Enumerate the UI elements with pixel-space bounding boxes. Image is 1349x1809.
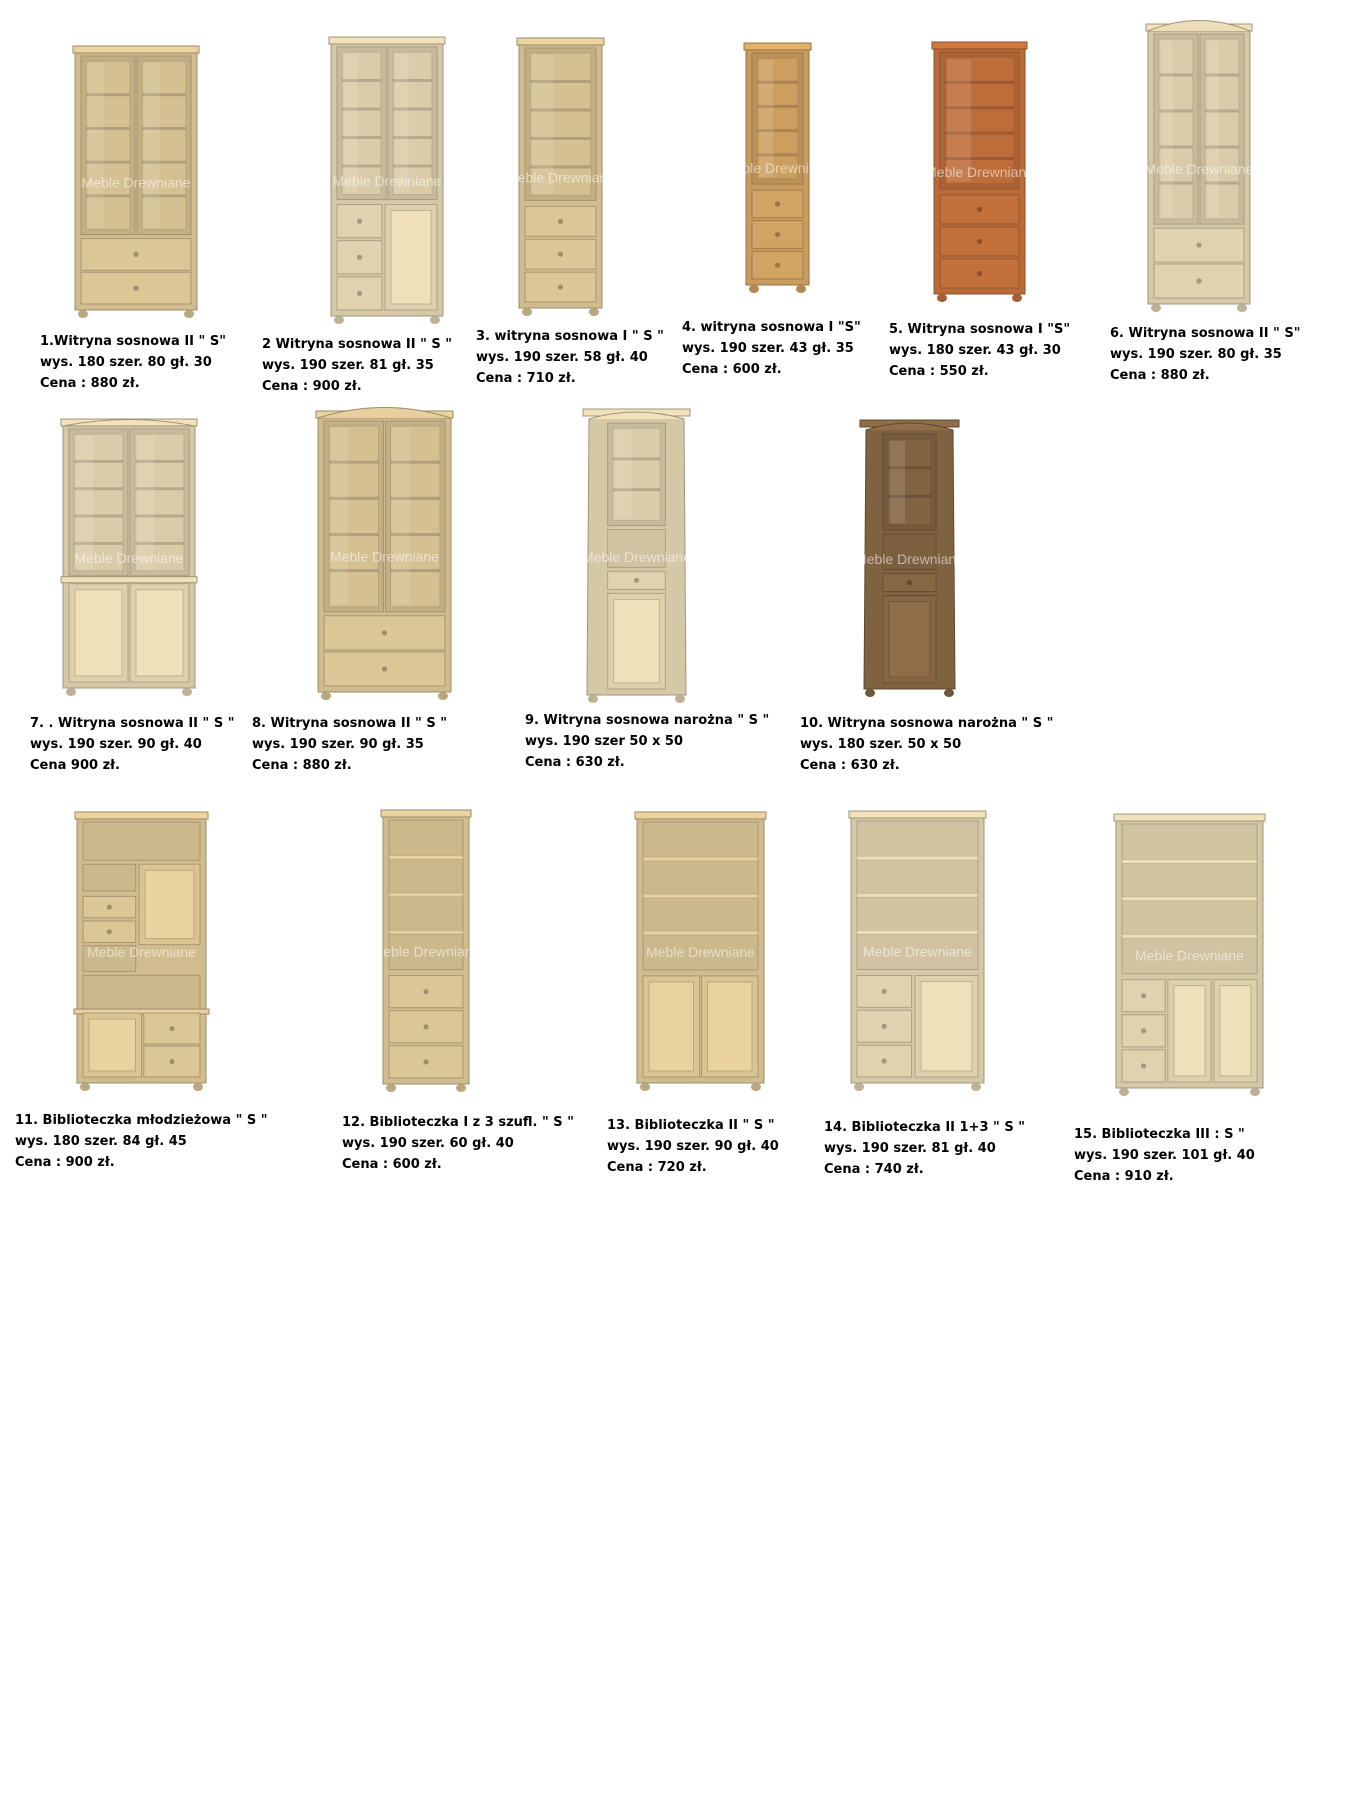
product-caption xyxy=(607,1115,779,1178)
product-name: 6. Witryna sosnowa II " S" xyxy=(1110,326,1301,341)
product-image xyxy=(851,811,984,1091)
svg-text:Meble Drewniane: Meble Drewniane xyxy=(87,944,196,961)
product-caption xyxy=(889,319,1070,382)
product-name: 2 Witryna sosnowa II " S " xyxy=(262,337,453,352)
product-price: Cena : 710 zł. xyxy=(476,371,576,386)
svg-text:Meble Drewniane: Meble Drewniane xyxy=(925,164,1034,181)
svg-text:Meble Drewniane: Meble Drewniane xyxy=(81,174,191,191)
product-price: Cena : 880 zł. xyxy=(1110,368,1210,383)
svg-text:Meble Drewniane: Meble Drewniane xyxy=(646,944,755,961)
product-image xyxy=(925,42,1034,302)
product-name: 15. Biblioteczka III : S " xyxy=(1074,1127,1245,1142)
product-image xyxy=(855,420,964,697)
product-caption xyxy=(342,1112,574,1175)
product-caption xyxy=(30,713,234,776)
product-caption xyxy=(1074,1124,1255,1187)
product-image xyxy=(77,812,206,1091)
product-dimensions: wys. 180 szer. 84 gł. 45 xyxy=(15,1134,187,1149)
product-dimensions: wys. 190 szer. 90 gł. 40 xyxy=(30,737,202,752)
product-price: Cena : 550 zł. xyxy=(889,364,989,379)
product-price: Cena 900 zł. xyxy=(30,758,120,773)
product-caption xyxy=(40,331,226,394)
product-name: 9. Witryna sosnowa narożna " S " xyxy=(525,713,770,728)
product-image xyxy=(582,409,691,703)
svg-text:Meble Drewniane: Meble Drewniane xyxy=(330,548,439,565)
product-caption xyxy=(476,326,664,389)
product-price: Cena : 880 zł. xyxy=(40,376,140,391)
product-caption xyxy=(15,1110,268,1173)
svg-text:Meble Drewniane: Meble Drewniane xyxy=(506,169,615,186)
product-dimensions: wys. 190 szer. 80 gł. 35 xyxy=(1110,347,1282,362)
product-price: Cena : 600 zł. xyxy=(682,362,782,377)
product-name: 7. . Witryna sosnowa II " S " xyxy=(30,716,235,731)
product-name: 13. Biblioteczka II " S " xyxy=(607,1118,775,1133)
product-caption xyxy=(682,317,861,380)
product-image xyxy=(1144,24,1254,312)
product-image xyxy=(637,812,764,1091)
product-dimensions: wys. 190 szer. 43 gł. 35 xyxy=(682,341,854,356)
product-dimensions: wys. 190 szer. 90 gł. 40 xyxy=(607,1139,779,1154)
product-name: 10. Witryna sosnowa narożna " S " xyxy=(800,716,1054,731)
product-price: Cena : 900 zł. xyxy=(15,1155,115,1170)
product-name: 3. witryna sosnowa I " S " xyxy=(476,329,664,344)
svg-text:Meble Drewniane: Meble Drewniane xyxy=(371,943,481,960)
product-dimensions: wys. 190 szer. 101 gł. 40 xyxy=(1074,1148,1255,1163)
svg-text:Meble Drewniane: Meble Drewniane xyxy=(1144,160,1254,177)
product-caption xyxy=(1110,323,1301,386)
product-price: Cena : 880 zł. xyxy=(252,758,352,773)
product-image xyxy=(331,37,443,324)
svg-text:Meble Drewniane: Meble Drewniane xyxy=(332,173,442,190)
product-caption xyxy=(800,713,1053,776)
product-price: Cena : 910 zł. xyxy=(1074,1169,1174,1184)
product-name: 4. witryna sosnowa I "S" xyxy=(682,320,861,335)
product-image xyxy=(723,43,832,293)
svg-text:Meble Drewniane: Meble Drewniane xyxy=(723,160,832,176)
product-price: Cena : 720 zł. xyxy=(607,1160,707,1175)
product-price: Cena : 600 zł. xyxy=(342,1157,442,1172)
product-caption xyxy=(824,1117,1025,1180)
product-caption xyxy=(525,710,769,773)
product-dimensions: wys. 190 szer. 60 gł. 40 xyxy=(342,1136,514,1151)
product-name: 11. Biblioteczka młodzieżowa " S " xyxy=(15,1113,268,1128)
product-price: Cena : 900 zł. xyxy=(262,379,362,394)
product-name: 12. Biblioteczka I z 3 szufl. " S " xyxy=(342,1115,574,1130)
product-dimensions: wys. 190 szer. 90 gł. 35 xyxy=(252,737,424,752)
product-name: 8. Witryna sosnowa II " S " xyxy=(252,716,448,731)
product-name: 1.Witryna sosnowa II " S" xyxy=(40,334,226,349)
product-price: Cena : 630 zł. xyxy=(800,758,900,773)
product-dimensions: wys. 190 szer. 58 gł. 40 xyxy=(476,350,648,365)
product-name: 14. Biblioteczka II 1+3 " S " xyxy=(824,1120,1025,1135)
svg-text:Meble Drewniane: Meble Drewniane xyxy=(1135,947,1244,964)
product-price: Cena : 740 zł. xyxy=(824,1162,924,1177)
product-image xyxy=(63,419,195,696)
product-image xyxy=(371,810,481,1092)
product-dimensions: wys. 190 szer. 81 gł. 40 xyxy=(824,1141,996,1156)
svg-text:Meble Drewniane: Meble Drewniane xyxy=(74,550,184,567)
svg-text:Meble Drewniane: Meble Drewniane xyxy=(582,548,691,565)
product-caption xyxy=(252,713,447,776)
product-image xyxy=(75,46,197,318)
product-dimensions: wys. 180 szer. 43 gł. 30 xyxy=(889,343,1061,358)
product-caption xyxy=(262,334,452,397)
product-dimensions: wys. 190 szer 50 x 50 xyxy=(525,734,684,749)
svg-text:Meble Drewniane: Meble Drewniane xyxy=(855,551,964,568)
product-dimensions: wys. 180 szer. 80 gł. 30 xyxy=(40,355,212,370)
product-dimensions: wys. 180 szer. 50 x 50 xyxy=(800,737,962,752)
product-image xyxy=(1116,814,1263,1096)
product-price: Cena : 630 zł. xyxy=(525,755,625,770)
product-image xyxy=(506,38,615,316)
svg-text:Meble Drewniane: Meble Drewniane xyxy=(863,943,972,960)
product-image xyxy=(318,411,451,700)
product-dimensions: wys. 190 szer. 81 gł. 35 xyxy=(262,358,434,373)
product-name: 5. Witryna sosnowa I "S" xyxy=(889,322,1071,337)
